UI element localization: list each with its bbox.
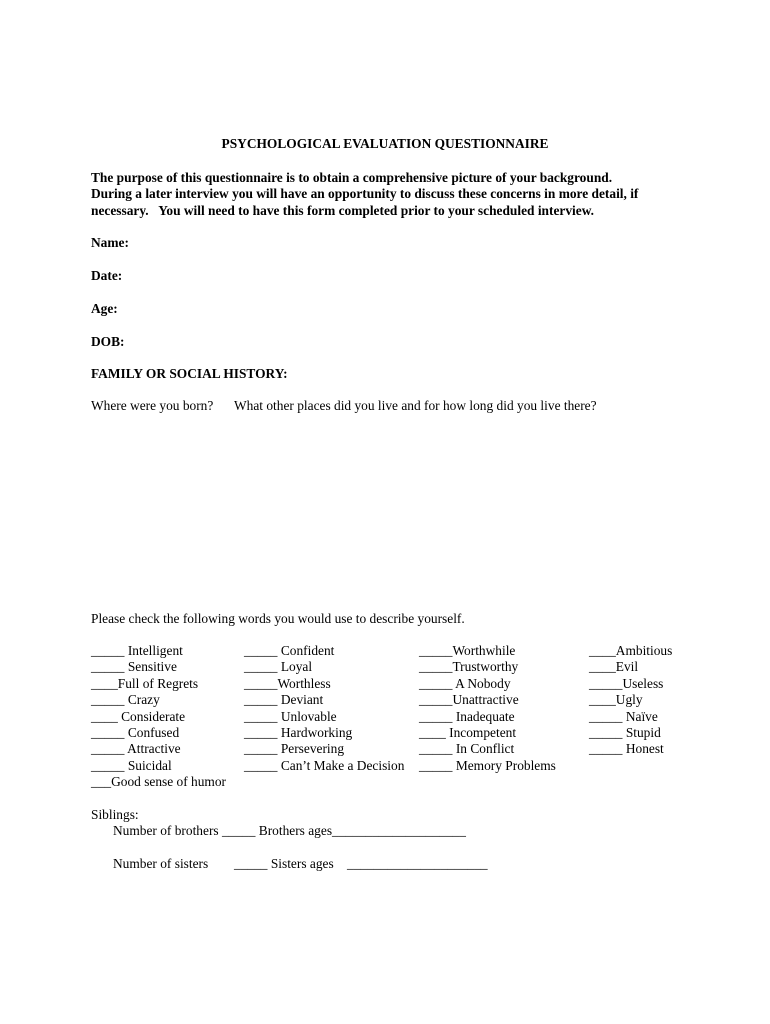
checklist-item[interactable]: _____ Suicidal <box>91 757 172 773</box>
checklist-item[interactable]: _____Worthwhile <box>419 643 516 658</box>
section-heading-family: FAMILY OR SOCIAL HISTORY: <box>91 366 288 381</box>
purpose-line: During a later interview you will have an opportunity to discuss these concerns in more detail, if <box>91 186 639 202</box>
checklist-item[interactable]: _____ Inadequate <box>419 708 515 724</box>
checklist-item[interactable]: _____ Intelligent <box>91 643 183 658</box>
purpose-line: necessary. You will need to have this form completed prior to your scheduled interview. <box>91 202 594 218</box>
checklist-column-1 <box>91 643 226 791</box>
sisters-count-line[interactable]: _____ Sisters ages <box>234 856 334 871</box>
checklist-item[interactable]: ____ Incompetent <box>419 724 517 740</box>
question-other-places: What other places did you live and for how long did you live there? <box>234 398 597 413</box>
checklist-item[interactable]: _____ Memory Problems <box>419 757 556 773</box>
checklist-item[interactable]: _____Trustworthy <box>419 659 519 675</box>
checklist-item[interactable]: ____ Considerate <box>91 708 186 724</box>
checklist-item[interactable]: _____ Confident <box>244 643 335 658</box>
purpose-line: The purpose of this questionnaire is to obtain a comprehensive picture of your background. <box>91 170 613 185</box>
checklist-item[interactable]: _____ Naïve <box>589 708 658 724</box>
checklist-item[interactable]: ____Evil <box>589 659 639 675</box>
checklist-item[interactable]: ____Full of Regrets <box>91 675 199 691</box>
checklist-item[interactable]: ____Ugly <box>589 692 643 708</box>
sisters-label: Number of sisters <box>113 856 209 871</box>
question-birthplace: Where were you born? <box>91 398 214 413</box>
checklist-item[interactable]: _____Unattractive <box>419 692 519 708</box>
checklist-item[interactable]: _____ Sensitive <box>91 659 177 675</box>
checklist-item[interactable]: _____ Loyal <box>244 659 313 675</box>
checklist-item[interactable]: _____Useless <box>589 675 664 691</box>
dob-field-label: DOB: <box>91 334 125 349</box>
checklist-prompt: Please check the following words you would use to describe yourself. <box>91 611 465 626</box>
checklist-item[interactable]: _____Worthless <box>244 675 331 691</box>
checklist-item[interactable]: _____ Persevering <box>244 741 345 757</box>
checklist-item[interactable]: _____ In Conflict <box>419 741 515 757</box>
brothers-line[interactable]: Number of brothers _____ Brothers ages____________________ <box>113 823 466 838</box>
checklist-item[interactable]: _____ Confused <box>91 724 180 740</box>
checklist-item[interactable]: ___Good sense of humor <box>91 774 227 790</box>
page-title: PSYCHOLOGICAL EVALUATION QUESTIONNAIRE <box>221 136 549 151</box>
age-field-label: Age: <box>91 301 118 316</box>
checklist-item[interactable]: _____ Attractive <box>91 741 181 757</box>
siblings-heading: Siblings: <box>91 807 139 822</box>
checklist-item[interactable]: _____ Stupid <box>589 724 661 740</box>
checklist-column-2 <box>244 643 404 774</box>
checklist-item[interactable]: _____ Hardworking <box>244 724 353 740</box>
date-field-label: Date: <box>91 268 123 283</box>
checklist-item[interactable]: _____ Deviant <box>244 692 324 708</box>
sisters-ages-line[interactable]: _____________________ <box>347 856 488 871</box>
checklist-item[interactable]: _____ Crazy <box>91 692 160 708</box>
name-field-label: Name: <box>91 235 129 250</box>
checklist-item[interactable]: ____Ambitious <box>589 643 673 658</box>
checklist-item[interactable]: _____ A Nobody <box>419 675 511 691</box>
checklist-column-4 <box>589 643 672 758</box>
purpose-paragraph <box>91 170 691 219</box>
checklist-item[interactable]: _____ Unlovable <box>244 708 337 724</box>
checklist-item[interactable]: _____ Honest <box>589 741 664 757</box>
checklist-item[interactable]: _____ Can’t Make a Decision <box>244 757 405 773</box>
checklist-column-3 <box>419 643 556 774</box>
